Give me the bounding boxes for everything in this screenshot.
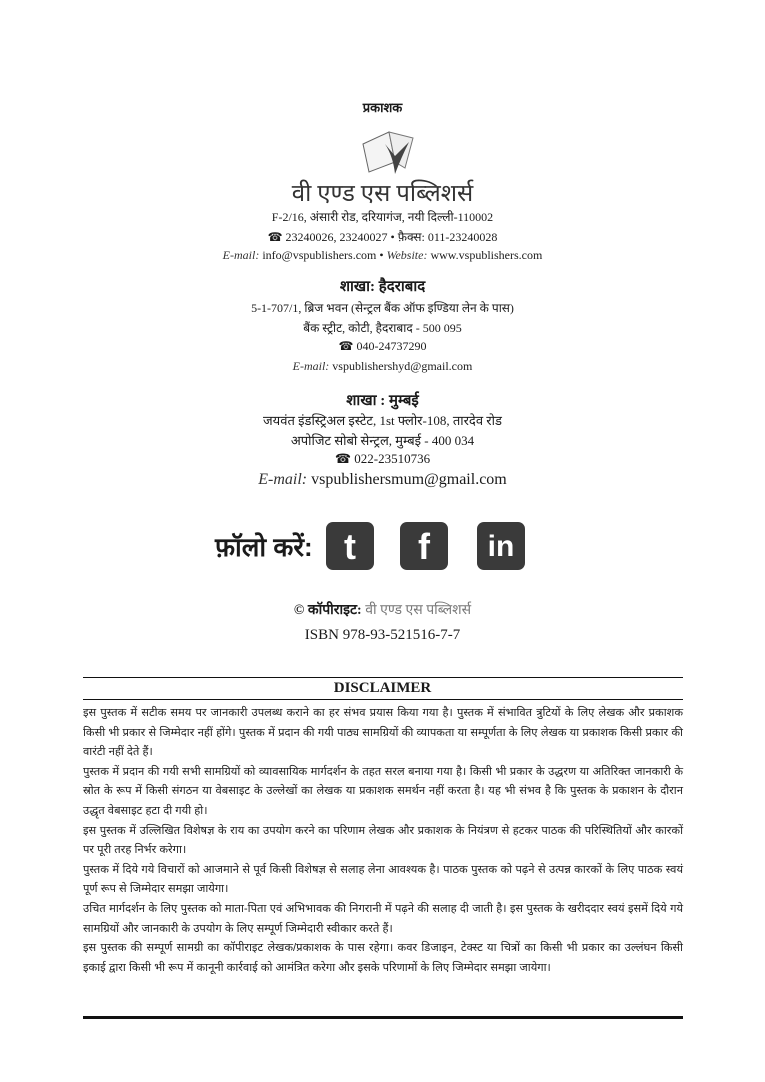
disclaimer-paragraph: इस पुस्तक में सटीक समय पर जानकारी उपलब्ध कराने का हर संभव प्रयास किया गया है। पुस्तक में संभावित त्रुटियों के लिए लेखक और प्रकाशक किसी भी प्रकार से जिम्मेदार नहीं होंगे। पुस्तक में प्रदान की गयी पाठ्य सामग्रियों की व्यापकता या सम्पूर्णता के लिए लेखक या प्रकाशक किसी प्रकार की वारंटी नहीं देते हैं। [83,707,683,759]
copyright-holder: वी एण्ड एस पब्लिशर्स [365,603,472,618]
branch-mumbai-email[interactable]: vspublishersmum@gmail.com [311,471,507,488]
publisher-contact: E-mail: info@vspublishers.com • Website: www.vspublishers.com [222,248,543,262]
divider [83,1016,683,1019]
isbn: ISBN 978-93-521516-7-7 [304,627,461,643]
branch-mumbai-title: शाखा : मुम्बई [346,393,419,409]
disclaimer-paragraph: पुस्तक में प्रदान की गयी सभी सामग्रियों को व्यावसायिक मार्गदर्शन के तहत सरल बनाया गया है। किसी भी प्रकार के उद्धरण या अतिरिक्त जानकारी के स्रोत के रूप में किसी संगठन या वेबसाइट के उल्लेखों का लेखक या प्रकाशक समर्थन नहीं करता है। यह भी संभव है कि पुस्तक के प्रकाशन के दौरान उद्धृत वेबसाइट हटा दी गयी हो। [83,765,683,817]
branch-mumbai-contact [0,471,765,489]
branch-hyderabad-title: शाखा: हैदराबाद [339,279,426,295]
publisher-website[interactable]: www.vspublishers.com [430,248,543,262]
divider [83,699,683,700]
facebook-icon[interactable]: f [400,522,448,570]
linkedin-icon[interactable]: in [477,522,525,570]
follow-label: फ़ॉलो करें: [215,532,313,562]
branch-mumbai-line2: अपोजिट सोबो सेन्ट्रल, मुम्बई - 400 034 [290,433,475,448]
branch-mumbai-phone: ☎ 022-23510736 [334,451,431,466]
twitter-icon[interactable]: t [326,522,374,570]
copyright-label: © कॉपीराइट: [293,603,362,618]
divider [83,677,683,678]
website-label: Website: [386,248,428,262]
copyright-line [0,600,765,619]
publisher-label: प्रकाशक [362,100,403,115]
publisher-phone: ☎ 23240026, 23240027 • फ़ैक्स: 011-23240028 [267,230,498,244]
publisher-email[interactable]: info@vspublishers.com [262,248,377,262]
publisher-name: वी एण्ड एस पब्लिशर्स [291,181,474,207]
publisher-logo-book-bird-icon [355,122,425,178]
branch-mumbai-line1: जयवंत इंडस्ट्रिअल इस्टेट, 1st फ्लोर-108, तारदेव रोड [263,413,502,428]
branch-hyderabad-email[interactable]: vspublishershyd@gmail.com [332,359,473,373]
branch-hyderabad-contact [0,359,765,374]
disclaimer-body [83,704,683,978]
disclaimer-paragraph: पुस्तक में दिये गये विचारों को आजमाने से पूर्व किसी विशेषज्ञ से सलाह लेना आवश्यक है। पाठक पुस्तक को पढ़ने से उत्पन्न कारकों के लिए पाठक स्वयं पूर्ण रूप से जिम्मेदार समझा जायेगा। [83,863,683,896]
branch-hyderabad-line1: 5-1-707/1, ब्रिज भवन (सेन्ट्रल बैंक ऑफ इण्डिया लेन के पास) [251,301,514,315]
disclaimer-paragraph: उचित मार्गदर्शन के लिए पुस्तक को माता-पिता एवं अभिभावक की निगरानी में पढ़ने की सलाह दी जाती है। इस पुस्तक के खरीददार स्वयं इसमें दिये गये सामग्रियों और जानकारी के उपयोग के लिए सम्पूर्ण जिम्मेदारी स्वीकार करते हैं। [83,902,683,935]
publisher-address: F-2/16, अंसारी रोड, दरियागंज, नयी दिल्ली-110002 [271,210,494,224]
branch-hyderabad-phone: ☎ 040-24737290 [338,339,427,353]
disclaimer-title: DISCLAIMER [333,680,432,696]
email-label: E-mail: [222,248,260,262]
disclaimer-paragraph: इस पुस्तक की सम्पूर्ण सामग्री का कॉपीराइट लेखक/प्रकाशक के पास रहेगा। कवर डिजाइन, टेक्स्ट या चित्रों का किसी भी प्रकार का उल्लंघन किसी इकाई द्वारा किसी भी रूप में कानूनी कार्रवाई को आमंत्रित करेगा और इसके परिणामों के लिए जिम्मेदार समझा जायेगा। [83,942,683,974]
branch-hyderabad-line2: बैंक स्ट्रीट, कोटी, हैदराबाद - 500 095 [303,321,462,335]
email-label: E-mail: [292,359,330,373]
email-label: E-mail: [258,471,308,488]
disclaimer-paragraph: इस पुस्तक में उल्लिखित विशेषज्ञ के राय का उपयोग करने का परिणाम लेखक और प्रकाशक के नियंत्रण से हटकर पाठक की परिस्थितियों और कारकों पर पूरी तरह निर्भर करेगा। [83,824,683,857]
